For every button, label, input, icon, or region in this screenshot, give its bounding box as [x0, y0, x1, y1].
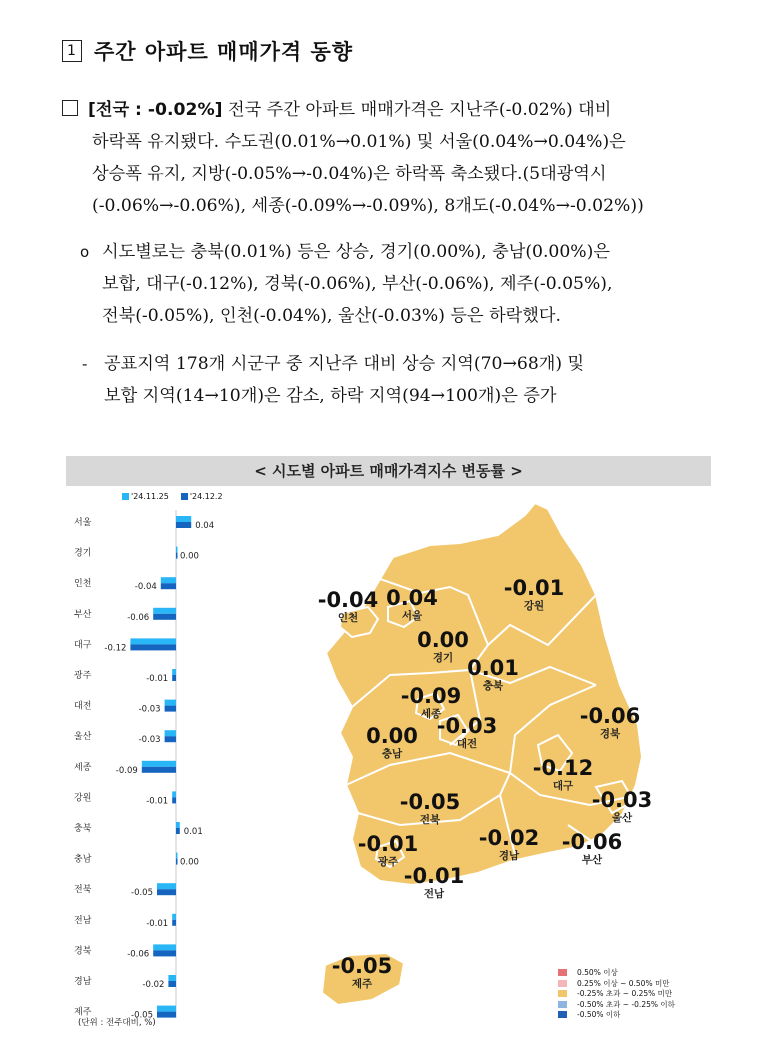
legend-swatch-this	[181, 493, 188, 500]
data-label: -0.01	[146, 674, 169, 684]
category-label: 부산	[74, 609, 92, 620]
bar-chart	[66, 488, 234, 1036]
category-label: 전북	[74, 885, 92, 896]
district-line-1: 공표지역 178개 시군구 중 지난주 대비 상승 지역(70→68개) 및	[104, 354, 585, 374]
map-legend-swatch-5	[558, 1011, 567, 1018]
bar-prev	[176, 853, 178, 859]
category-label: 경남	[74, 977, 92, 987]
map-legend-item	[558, 1010, 675, 1021]
data-label: 0.01	[183, 827, 203, 837]
map-value-전북: -0.05	[399, 790, 461, 814]
category-label: 경북	[74, 946, 92, 957]
bar-prev	[153, 608, 176, 614]
bar-this	[142, 767, 176, 773]
map-legend-swatch-2	[558, 980, 567, 987]
category-label: 경기	[74, 548, 92, 559]
map-value-경북: -0.06	[579, 704, 641, 728]
data-label: -0.04	[134, 582, 157, 593]
summary-line-4: (-0.06%→-0.06%), 세종(-0.09%→-0.09%), 8개도(-0.04%→-0.02%))	[92, 196, 644, 216]
map-region-울산: 울산	[611, 812, 633, 824]
map-legend	[558, 968, 675, 1021]
section-title: 주간 아파트 매매가격 동향	[94, 40, 354, 64]
map-legend-label-5: -0.50% 이하	[577, 1010, 621, 1019]
map-value-광주: -0.01	[357, 832, 419, 856]
map-value-울산: -0.03	[591, 788, 653, 812]
category-label: 충남	[74, 854, 92, 865]
map-legend-item	[558, 989, 675, 1000]
map-region-인천: 인천	[337, 612, 359, 624]
bar-this	[172, 797, 176, 803]
map-region-서울: 서울	[401, 610, 423, 622]
map-region-경기: 경기	[432, 652, 454, 664]
category-label: 전남	[74, 915, 92, 926]
map-legend-label-3: -0.25% 초과 ~ 0.25% 미만	[577, 989, 673, 998]
map-region-세종: 세종	[420, 708, 442, 720]
category-label: 대전	[74, 701, 92, 712]
map-legend-label-4: -0.50% 초과 ~ -0.25% 이하	[577, 999, 675, 1009]
map-region-전남: 전남	[423, 888, 445, 900]
nationwide-lead: [전국 : -0.02%]	[88, 100, 223, 120]
map-region-경북: 경북	[599, 728, 621, 740]
bar-prev	[161, 577, 176, 583]
bar-this	[153, 614, 176, 620]
bar-prev	[157, 883, 176, 889]
map-value-인천: -0.04	[317, 588, 379, 612]
district-paragraph	[82, 348, 712, 412]
bar-this	[153, 950, 176, 956]
category-label: 서울	[74, 518, 92, 528]
data-label: 0.00	[180, 551, 199, 562]
category-label: 인천	[74, 579, 92, 590]
bar-prev	[130, 638, 176, 644]
map-legend-swatch-1	[558, 969, 567, 976]
data-label: -0.01	[146, 796, 169, 807]
bar-this	[168, 981, 176, 987]
map-value-부산: -0.06	[561, 830, 623, 854]
data-label: -0.06	[127, 949, 150, 960]
bar-this	[165, 736, 176, 742]
map-legend-label-1: 0.50% 이상	[577, 968, 618, 977]
map-value-강원: -0.01	[503, 576, 565, 600]
bar-prev	[172, 669, 176, 675]
bar-prev	[168, 975, 176, 981]
korea-map	[300, 495, 710, 1025]
data-label: -0.03	[138, 704, 161, 715]
data-label: -0.09	[115, 765, 138, 776]
bar-this	[176, 859, 178, 865]
summary-line-1: 전국 주간 아파트 매매가격은 지난주(-0.02%) 대비	[222, 100, 612, 120]
bar-this	[161, 583, 176, 589]
data-label: -0.03	[138, 735, 161, 746]
map-region-경남: 경남	[498, 850, 520, 862]
map-region-전북: 전북	[419, 814, 441, 826]
data-label: -0.05	[131, 888, 153, 899]
bar-prev	[176, 822, 180, 828]
map-region-대구: 대구	[552, 780, 574, 792]
map-legend-item	[558, 968, 675, 979]
map-region-제주: 제주	[351, 978, 373, 990]
summary-line-3: 상승폭 유지, 지방(-0.05%→-0.04%)은 하락폭 축소됐다.(5대광역시	[92, 164, 607, 184]
map-region-대전: 대전	[456, 738, 478, 750]
map-value-경남: -0.02	[478, 826, 540, 850]
bar-prev	[157, 1006, 176, 1012]
bar-prev	[153, 944, 176, 950]
map-shapes	[322, 503, 642, 1005]
map-value-세종: -0.09	[400, 684, 462, 708]
map-value-대전: -0.03	[436, 714, 498, 738]
regional-paragraph	[80, 236, 712, 332]
bar-this	[165, 706, 176, 712]
regional-line-1: 시도별로는 충북(0.01%) 등은 상승, 경기(0.00%), 충남(0.00%)은	[102, 242, 610, 262]
map-legend-label-2: 0.25% 이상 ~ 0.50% 미만	[577, 978, 670, 988]
map-region-광주: 광주	[377, 856, 399, 868]
map-value-경기: 0.00	[417, 628, 469, 652]
map-legend-item	[558, 979, 675, 990]
map-legend-item	[558, 1000, 675, 1011]
category-label: 제주	[74, 1007, 92, 1018]
map-region-부산: 부산	[581, 854, 603, 866]
bar-prev	[176, 516, 191, 522]
map-value-대구: -0.12	[532, 756, 594, 780]
district-line-2: 보합 지역(14→10개)은 감소, 하락 지역(94→100개)은 증가	[104, 386, 557, 406]
data-label: 0.00	[180, 857, 199, 868]
unit-note: (단위 : 전주대비, %)	[78, 1018, 156, 1028]
map-region-충남: 충남	[381, 748, 403, 760]
map-value-제주: -0.05	[331, 954, 393, 978]
figure-title: < 시도별 아파트 매매가격지수 변동률 >	[66, 456, 711, 486]
bar-this	[176, 553, 178, 559]
map-legend-swatch-4	[558, 1001, 567, 1008]
legend-label-prev: '24.11.25	[131, 492, 169, 501]
checkbox-icon	[62, 100, 78, 116]
legend-item-this	[181, 492, 223, 501]
chart-legend	[122, 492, 223, 501]
bar-this	[157, 1012, 176, 1018]
map-svg	[300, 495, 710, 1025]
section-heading	[62, 36, 353, 66]
bar-prev	[142, 761, 176, 767]
bar-prev	[176, 547, 178, 553]
map-value-충북: 0.01	[467, 656, 519, 680]
legend-label-this: '24.12.2	[189, 492, 223, 501]
bar-prev	[172, 791, 176, 797]
regional-line-3: 전북(-0.05%), 인천(-0.04%), 울산(-0.03%) 등은 하락했다.	[102, 306, 561, 326]
category-label: 대구	[74, 640, 92, 651]
legend-item-prev	[122, 492, 169, 501]
data-label: -0.05	[131, 1010, 153, 1021]
regional-line-2: 보합, 대구(-0.12%), 경북(-0.06%), 부산(-0.06%), 제주(-0.05%),	[102, 274, 613, 294]
map-region-강원: 강원	[523, 600, 545, 612]
bar-prev	[172, 914, 176, 920]
section-number: 1	[62, 40, 82, 62]
data-label: -0.01	[146, 918, 169, 929]
data-label: 0.04	[195, 521, 215, 531]
category-label: 광주	[74, 671, 92, 681]
data-label: -0.06	[127, 612, 150, 623]
legend-swatch-prev	[122, 493, 129, 500]
bar-this	[172, 675, 176, 681]
bar-this	[176, 828, 180, 834]
summary-paragraph	[62, 94, 712, 222]
map-value-서울: 0.04	[386, 586, 438, 610]
category-label: 강원	[74, 793, 92, 804]
bar-prev	[165, 700, 176, 706]
category-label: 울산	[74, 732, 92, 743]
map-value-충남: 0.00	[366, 724, 418, 748]
map-value-전남: -0.01	[403, 864, 465, 888]
bar-this	[176, 522, 191, 528]
bar-this	[130, 644, 176, 650]
category-label: 세종	[74, 762, 92, 773]
bar-this	[172, 920, 176, 926]
bullet-dash: -	[82, 355, 88, 373]
map-region-충북: 충북	[482, 680, 504, 692]
bar-prev	[165, 730, 176, 736]
data-label: -0.02	[142, 980, 165, 990]
bullet-o: o	[80, 243, 90, 261]
data-label: -0.12	[104, 643, 127, 654]
summary-line-2: 하락폭 유지됐다. 수도권(0.01%→0.01%) 및 서울(0.04%→0.04%)은	[92, 132, 626, 152]
bar-this	[157, 889, 176, 895]
category-label: 충북	[74, 824, 92, 834]
map-legend-swatch-3	[558, 990, 567, 997]
bar-chart-panel	[66, 488, 234, 1036]
